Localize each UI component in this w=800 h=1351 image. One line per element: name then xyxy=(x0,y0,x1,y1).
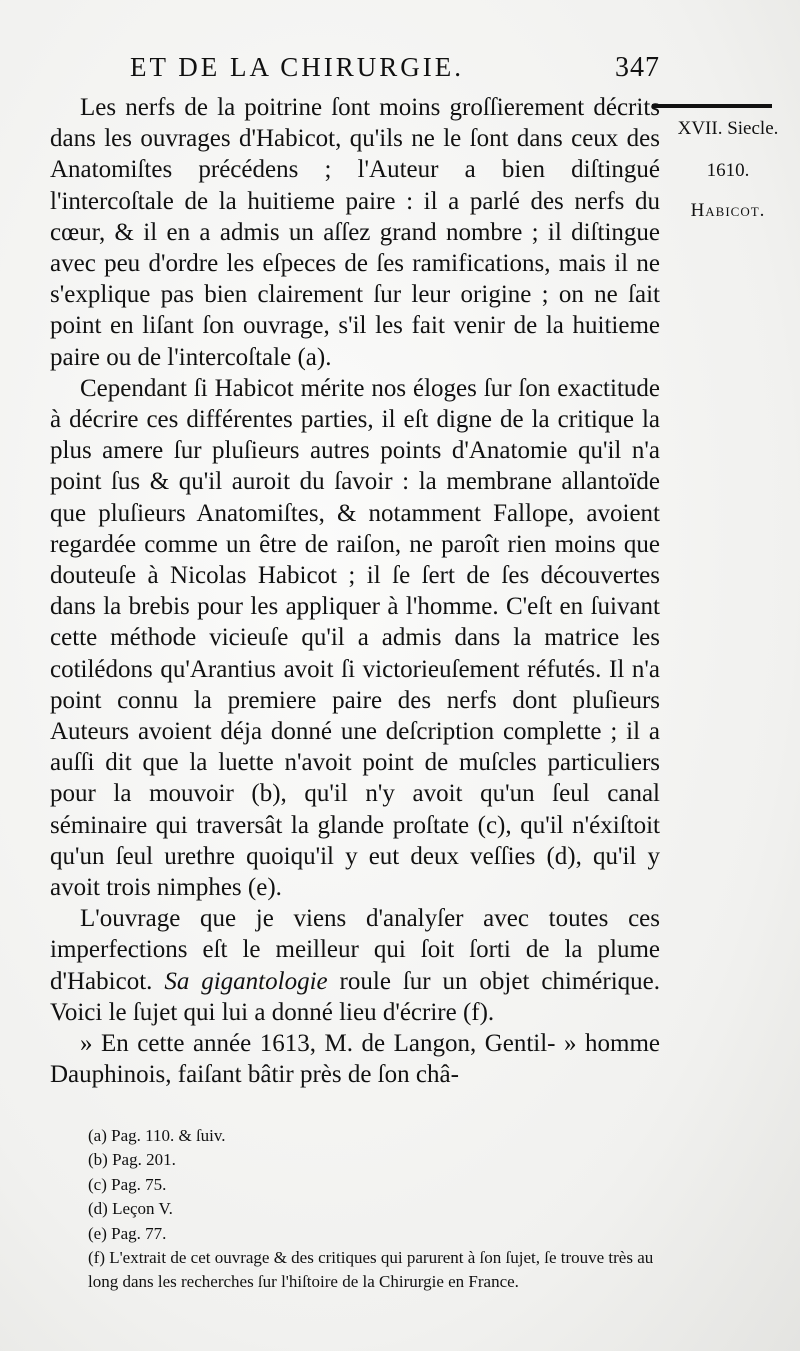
footnotes xyxy=(58,1124,668,1295)
page-header xyxy=(130,52,660,92)
footnote: (e) Pag. 77. xyxy=(88,1223,167,1243)
page-number: 347 xyxy=(615,52,660,83)
paragraph xyxy=(50,903,660,1028)
paragraph: Les nerfs de la poitrine ſont moins groſſierement décrits dans les ouvrages d'Habicot, qu'ils ne le ſont dans ceux des Anatomiſtes précédens ; l'Auteur a bien diſtingué l'intercoſtale de la huitieme paire : il a parlé des nerfs du cœur, & il en a admis un aſſez grand nombre ; il diſtingue avec peu d'ordre les eſpeces de ſes ramifications, mais il ne s'explique pas bien clairement ſur leur origine ; on ne ſait point en liſant ſon ouvrage, s'il les fait venir de la huitieme paire ou de l'intercoſtale (a). xyxy=(50,94,660,371)
book-title: Sa gigantologie xyxy=(164,967,328,995)
main-text xyxy=(50,92,660,1091)
paragraph: Cependant ſi Habicot mérite nos éloges ſur ſon exactitude à décrire ces différentes parties, il eſt digne de la critique la plus amere ſur pluſieurs autres points d'Anatomie qu'il n'a point ſus & qu'il auroit du ſavoir : la membrane allantoïde que pluſieurs Anatomiſtes, & notamment Fallope, avoient regardée comme un être de raiſon, ne paroît rien moins que douteuſe à Nicolas Habicot ; il ſe ſert de ſes découvertes dans la brebis pour les appliquer à l'homme. C'eſt en ſuivant cette méthode vicieuſe qu'il a admis dans la matrice les cotilédons qu'Arantius avoit ſi victorieuſement réfutés. Il n'a point connu la premiere paire des nerfs dont pluſieurs Auteurs avoient déja donné une deſcription complette ; il a auſſi dit que la luette n'avoit point de muſcles particuliers pour la mouvoir (b), qu'il n'y avoit qu'un ſeul canal séminaire qui traversât la glande proſtate (c), qu'il n'éxiſtoit qu'un ſeul urethre quoiqu'il y eut deux veſſies (d), qu'il y avoit trois nimphes (e). xyxy=(50,374,660,902)
margin-note-century: XVII. Siecle. xyxy=(677,118,779,139)
quotation: » En cette année 1613, M. de Langon, Gentil- » homme Dauphinois, faiſant bâtir près de ſon châ- xyxy=(50,1030,660,1089)
footnote: (c) Pag. 75. xyxy=(88,1174,167,1194)
footnote: (d) Leçon V. xyxy=(88,1199,173,1219)
paragraph-text: L'ouvrage que je viens d'analyſer avec toutes ces imperfections eſt le meilleur qui ſoit ſorti de la plume d'Habicot. xyxy=(50,905,660,995)
margin-rule xyxy=(652,104,772,108)
running-title: ET DE LA CHIRURGIE. xyxy=(130,52,464,82)
footnote: (a) Pag. 110. & ſuiv. xyxy=(88,1126,226,1145)
footnote: (b) Pag. 201. xyxy=(88,1150,176,1170)
paragraph-text: roule ſur un objet chimérique. Voici le ſujet qui lui a donné lieu d'écrire (f). xyxy=(50,967,661,1026)
footnote: (f) L'extrait de cet ouvrage & des critiques qui parurent à ſon ſujet, ſe trouve très au long dans les recherches ſur l'hiſtoire de la Chirurgie en France. xyxy=(88,1248,654,1292)
margin-note-author: Habicot. xyxy=(690,200,766,221)
margin-note-year: 1610. xyxy=(706,160,750,181)
